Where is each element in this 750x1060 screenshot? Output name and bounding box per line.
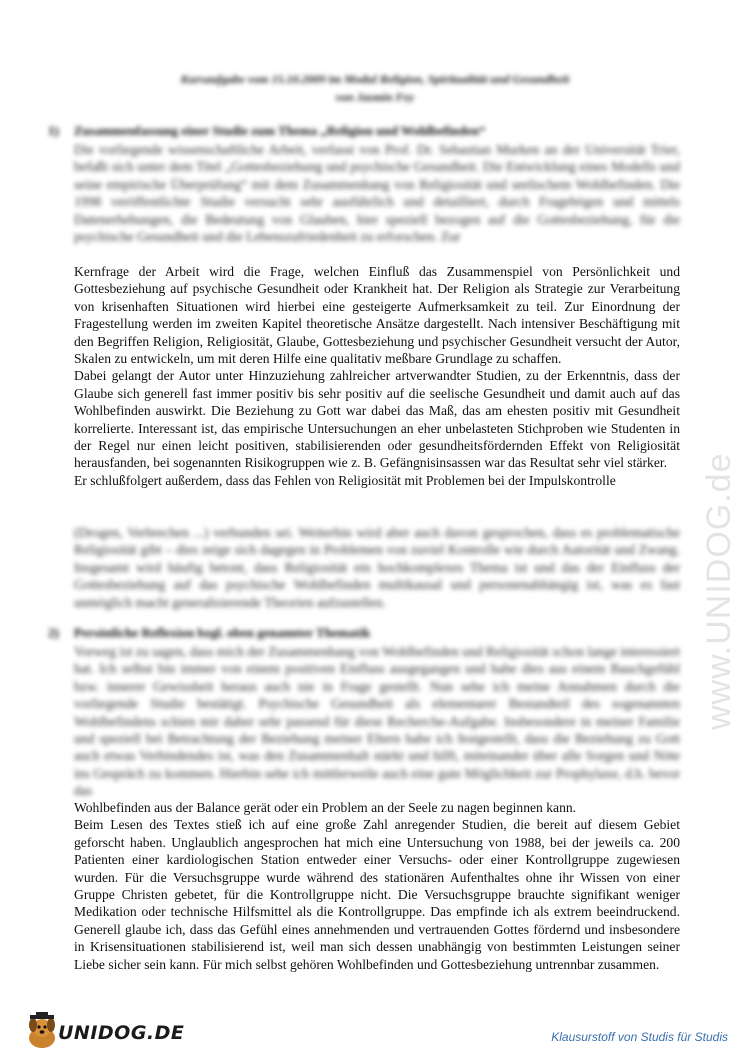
- dog-mascot-icon: [22, 1012, 62, 1052]
- section-2-paragraph: Wohlbefinden aus der Balance gerät oder ein Problem an der Seele zu nagen beginnen kann.: [74, 800, 577, 815]
- section-2-title: Persönliche Reflexion bzgl. oben genannter Thematik: [74, 625, 371, 640]
- section-1-body: [74, 263, 680, 489]
- watermark-text: www.UNIDOG.de: [700, 452, 738, 730]
- logo-text: UNIDOG.DE: [58, 1022, 185, 1044]
- section-2-body: [74, 799, 680, 973]
- section-2-number: 2): [48, 625, 59, 640]
- section-1-title: Zusammenfassung einer Studie zum Thema „Religion und Wohlbefinden“: [74, 123, 486, 138]
- footer-slogan: Klausurstoff von Studis für Studis: [551, 1030, 728, 1044]
- section-1-paragraph: Dabei gelangt der Autor unter Hinzuziehung zahlreicher artverwandter Studien, zu der Erkenntnis, dass der Glaube sich generell fast immer positiv bis sehr positiv auf die seelische Gesundheit und damit auch auf das Wohlbefinden auswirkt. Die Beziehung zu Gott war dabei das Maß, das am ehesten positiv mit Gesundheit korrelierte. Interessant ist, das empirische Untersuchungen an eher unbelasteten Stichproben wie Studenten in der Regel nur einen leicht positiven, stabilisierenden oder gesundheitsfördernden Effekt von Religiosität herausfanden, bei sogenannten Risikogruppen wie z. B. Gefängnisinsassen war das Resultat sehr viel stärker.: [74, 368, 680, 471]
- document-author: von Jasmin Fey: [335, 90, 415, 104]
- section-1-blurred-intro: Die vorliegende wissenschaftliche Arbeit, verfasst von Prof. Dr. Sebastian Murken an der Universität Trier, befaßt sich unter dem Titel „Gottesbeziehung und psychische Gesundheit. Die Entwicklung eines Modells und seine empirische Überprüfung“ mit dem Zusammenhang von Religiosität und seelischem Wohlbefinden. Die 1998 veröffentlichte Studie versucht sehr ausführlich und detailliert, durch Fragebögen und mittels Datenerhebungen, die Bedeutung von Glauben, hier speziell bezogen auf die Gottesbeziehung, für die psychische Gesundheit und die Lebenszufriedenheit zu erforschen. Zur: [74, 142, 680, 245]
- section-1-blurred-outro: (Drogen, Verbrechen ...) verbunden sei. Weiterhin wird aber auch davon gesprochen, dass es problematische Religiosität gibt – dies zeige sich dagegen in Problemen von zuviel Kontrolle wie durch Autorität und Zwang. Insgesamt wird häufig betont, dass Religiosität ein hochkomplexes Thema ist und das der Einfluss der Gottesbeziehung auf das psychische Wohlbefinden multikausal und personenabhängig ist, was es fast unmöglich macht generalisierende Theorien aufzustellen.: [74, 525, 680, 610]
- section-1-number: 1): [48, 123, 59, 138]
- watermark: [700, 280, 740, 740]
- document-title: Kursaufgabe vom 15.10.2009 im Modul Religion, Spiritualität und Gesundheit: [180, 72, 570, 86]
- section-2-paragraph: Beim Lesen des Textes stieß ich auf eine große Zahl anregender Studien, die bereit auf diesem Gebiet geforscht haben. Unglaublich angesprochen hat mich eine Untersuchung von 1988, bei der jeweils ca. 200 Patienten einer kardiologischen Station entweder einer Versuchs- oder einer Kontrollgruppe zugewiesen wurden. Für die Versuchsgruppe wurde während des stationären Aufenthaltes ohne ihr Wissen von einer Gruppe Christen gebetet, für die Kontrollgruppe nicht. Die Versuchsgruppe brauchte signifikant weniger Medikation oder technische Hilfsmittel als die Kontrollgruppe. Das empfinde ich als extrem beeindruckend. Generell glaube ich, dass das Gefühl eines annehmenden und vertrauenden Gottes fördernd und insbesondere in Krisensituationen stabilisierend ist, weil man sich dessen unabhängig von bestimmten Leistungen seiner Liebe sicher sein kann. Für mich selbst gehören Wohlbefinden und Gottesbeziehung untrennbar zusammen.: [74, 817, 680, 972]
- section-1-paragraph: Er schlußfolgert außerdem, dass das Fehlen von Religiosität mit Problemen bei der Impulskontrolle: [74, 472, 616, 488]
- section-1-paragraph: Kernfrage der Arbeit wird die Frage, welchen Einfluß das Zusammenspiel von Persönlichkeit und Gottesbeziehung auf psychische Gesundheit oder Krankheit hat. Der Religion als Strategie zur Verarbeitung von krisenhaften Situationen wird hierbei eine gesteigerte Aufmerksamkeit zu teil. Zur Einordnung der Fragestellung werden im zweiten Kapitel theoretische Ansätze dargestellt. Nach intensiver Beschäftigung mit den Begriffen Religion, Religiosität, Glaube, Gottesbeziehung und psychischer Gesundheit versucht der Autor, Skalen zu entwickeln, um mit deren Hilfe eine qualitativ meßbare Grundlage zu schaffen.: [74, 264, 680, 367]
- section-2-blurred-intro: Vorweg ist zu sagen, dass mich der Zusammenhang von Wohlbefinden und Religiosität schon lange interessiert hat. Ich selbst bin immer von einem positiven Einfluss ausgegangen und habe dies aus einem Bauchgefühl bzw. innerer Gewissheit heraus auch nie in Frage gestellt. Nun sehe ich meine Annahmen durch die vorliegende Studie bestätigt. Psychische Gesundheit als elementarer Bestandteil des sogenannten Wohlbefindens schien mir daher sehr passend für diese Recherche-Aufgabe. Insbesondere in meiner Familie und speziell bei Betrachtung der Beziehung meiner Eltern habe ich festgestellt, dass die Beziehung zu Gott auch etwas Verbindendes ist, was den Zusammenhalt stärkt und hilft, miteinander über alle Sorgen und Nöte ins Gespräch zu kommen. Hierbin sehe ich mittlerweile auch eine gute Möglichkeit zur Prophylaxe, d.h. bevor das: [74, 644, 680, 799]
